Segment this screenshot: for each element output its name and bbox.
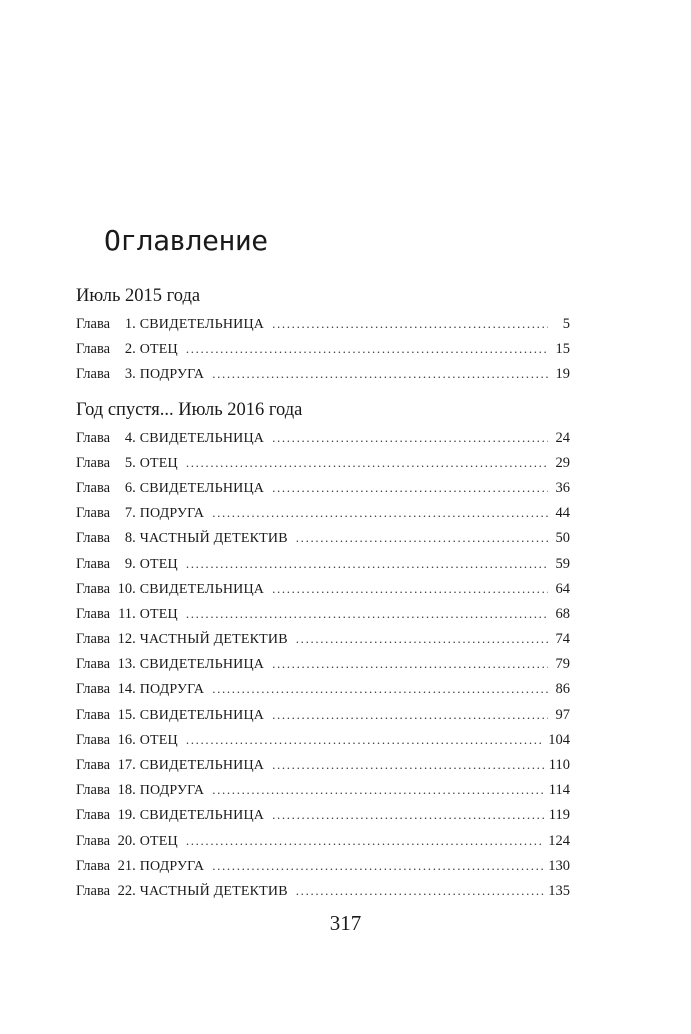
chapter-label: Глава <box>76 807 111 824</box>
chapter-title: СВИДЕТЕЛЬНИЦА <box>139 480 265 496</box>
chapter-number: 6 <box>124 479 133 496</box>
chapter-title: СВИДЕТЕЛЬНИЦА <box>139 430 265 446</box>
chapter-page-number: 5 <box>562 316 570 332</box>
chapter-page-number: 36 <box>555 479 570 496</box>
dot-leader <box>272 475 548 500</box>
chapter-label: Глава <box>76 882 111 899</box>
chapter-title: ЧАСТНЫЙ ДЕТЕКТИВ <box>139 632 288 648</box>
chapter-number: 11 <box>118 605 133 622</box>
chapter-page-number: 74 <box>555 631 570 648</box>
dot-leader <box>186 828 544 853</box>
chapter-label: Глава <box>76 782 111 799</box>
chapter-label: Глава <box>76 555 111 572</box>
page-number: 317 <box>329 911 362 935</box>
dot-leader <box>186 551 548 576</box>
chapter-page-number: 124 <box>548 832 570 849</box>
toc-section <box>76 395 570 904</box>
toc-entry[interactable] <box>76 425 570 450</box>
chapter-title: ОТЕЦ <box>139 556 178 572</box>
chapter-page-number: 29 <box>555 454 570 471</box>
chapter-page-number: 130 <box>548 857 570 874</box>
chapter-page-number: 59 <box>555 555 570 572</box>
chapter-title: ПОДРУГА <box>139 858 205 874</box>
chapter-label: Глава <box>76 479 111 496</box>
chapter-number-dot: . <box>132 605 136 622</box>
chapter-number-dot: . <box>132 505 136 522</box>
chapter-number: 8 <box>124 530 133 547</box>
toc-entry[interactable] <box>76 551 570 576</box>
table-of-contents <box>76 281 570 903</box>
chapter-label: Глава <box>76 832 111 849</box>
toc-entry[interactable] <box>76 601 570 626</box>
chapter-title: ОТЕЦ <box>139 732 178 748</box>
chapter-number: 20 <box>117 832 133 849</box>
chapter-number-dot: . <box>132 706 136 723</box>
chapter-page-number: 119 <box>548 807 570 824</box>
chapter-title: ОТЕЦ <box>139 455 178 471</box>
toc-entry[interactable] <box>76 828 570 853</box>
chapter-label: Глава <box>76 681 111 698</box>
dot-leader <box>212 676 548 701</box>
chapter-label: Глава <box>76 656 111 673</box>
chapter-number-dot: . <box>132 656 136 673</box>
chapter-title: ОТЕЦ <box>139 606 178 622</box>
toc-entry[interactable] <box>76 878 570 903</box>
dot-leader <box>186 450 548 475</box>
dot-leader <box>212 777 545 802</box>
chapter-number-dot: . <box>132 882 136 899</box>
chapter-number: 1 <box>124 316 133 332</box>
chapter-page-number: 114 <box>548 782 570 799</box>
chapter-title: СВИДЕТЕЛЬНИЦА <box>139 707 265 723</box>
chapter-label: Глава <box>76 706 111 723</box>
chapter-label: Глава <box>76 731 111 748</box>
chapter-number-dot: . <box>132 857 136 874</box>
chapter-title: СВИДЕТЕЛЬНИЦА <box>139 317 265 332</box>
chapter-number-dot: . <box>132 530 136 547</box>
chapter-number-dot: . <box>132 757 136 773</box>
chapter-number: 4 <box>124 429 133 446</box>
chapter-number: 7 <box>124 505 133 522</box>
chapter-title: ЧАСТНЫЙ ДЕТЕКТИВ <box>139 883 288 899</box>
dot-leader <box>186 601 548 626</box>
chapter-number-dot: . <box>132 782 136 799</box>
toc-entry[interactable] <box>76 626 570 651</box>
dot-leader <box>272 802 545 827</box>
chapter-label: Глава <box>76 341 111 358</box>
chapter-number-dot: . <box>132 341 136 358</box>
chapter-number: 2 <box>124 341 133 358</box>
chapter-number: 9 <box>124 555 133 572</box>
toc-entry[interactable] <box>76 361 570 386</box>
toc-entry[interactable] <box>76 651 570 676</box>
chapter-page-number: 79 <box>555 656 570 673</box>
chapter-page-number: 110 <box>548 757 570 773</box>
chapter-page-number: 104 <box>548 731 570 748</box>
chapter-page-number: 15 <box>555 341 570 358</box>
chapter-page-number: 19 <box>555 366 570 383</box>
dot-leader <box>272 576 548 601</box>
chapter-title: СВИДЕТЕЛЬНИЦА <box>139 808 265 824</box>
chapter-label: Глава <box>76 857 111 874</box>
chapter-title: ПОДРУГА <box>139 367 205 383</box>
toc-entry[interactable] <box>76 777 570 802</box>
section-heading: Июль 2015 года <box>76 286 201 306</box>
chapter-number-dot: . <box>132 681 136 698</box>
dot-leader <box>272 425 548 450</box>
chapter-label: Глава <box>76 580 111 597</box>
chapter-label: Глава <box>76 530 111 547</box>
chapter-title: ОТЕЦ <box>139 833 178 849</box>
dot-leader <box>212 361 548 386</box>
chapter-page-number: 24 <box>555 429 570 446</box>
chapter-title: ПОДРУГА <box>139 506 205 522</box>
chapter-number-dot: . <box>132 580 136 597</box>
chapter-number: 17 <box>117 757 133 773</box>
toc-entry[interactable] <box>76 450 570 475</box>
chapter-number-dot: . <box>132 316 136 332</box>
toc-entry[interactable] <box>76 311 570 336</box>
chapter-page-number: 64 <box>555 580 570 597</box>
chapter-number: 18 <box>117 782 133 799</box>
toc-section <box>76 281 570 387</box>
chapter-number: 10 <box>117 580 133 597</box>
chapter-number: 12 <box>117 631 133 648</box>
toc-entry[interactable] <box>76 802 570 827</box>
toc-entry[interactable] <box>76 676 570 701</box>
chapter-number-dot: . <box>132 454 136 471</box>
chapter-number: 16 <box>117 731 133 748</box>
dot-leader <box>186 336 548 361</box>
chapter-number: 14 <box>117 681 133 698</box>
chapter-title: ПОДРУГА <box>139 783 205 799</box>
chapter-number-dot: . <box>132 479 136 496</box>
chapter-label: Глава <box>76 757 111 773</box>
chapter-number-dot: . <box>132 832 136 849</box>
toc-entry[interactable] <box>76 475 570 500</box>
chapter-title: СВИДЕТЕЛЬНИЦА <box>139 758 265 773</box>
chapter-title: ПОДРУГА <box>139 682 205 698</box>
dot-leader <box>296 525 548 550</box>
toc-entry[interactable] <box>76 500 570 525</box>
chapter-number: 22 <box>117 882 133 899</box>
dot-leader <box>272 702 548 727</box>
chapter-page-number: 97 <box>555 706 570 723</box>
chapter-title: ЧАСТНЫЙ ДЕТЕКТИВ <box>139 531 288 547</box>
chapter-title: СВИДЕТЕЛЬНИЦА <box>139 581 265 597</box>
chapter-page-number: 68 <box>555 605 570 622</box>
dot-leader <box>296 878 544 903</box>
chapter-number-dot: . <box>132 366 136 383</box>
chapter-number-dot: . <box>132 555 136 572</box>
chapter-number: 5 <box>124 454 133 471</box>
section-entries <box>76 425 570 904</box>
chapter-number: 21 <box>117 857 133 874</box>
toc-entry[interactable] <box>76 727 570 752</box>
chapter-page-number: 50 <box>555 530 570 547</box>
chapter-number: 15 <box>117 706 133 723</box>
toc-entry[interactable] <box>76 576 570 601</box>
toc-entry[interactable] <box>76 525 570 550</box>
toc-entry[interactable] <box>76 336 570 361</box>
chapter-page-number: 86 <box>555 681 570 698</box>
dot-leader <box>272 752 545 777</box>
dot-leader <box>186 727 544 752</box>
chapter-number-dot: . <box>132 631 136 648</box>
chapter-number: 19 <box>117 807 133 824</box>
chapter-number-dot: . <box>132 731 136 748</box>
toc-entry[interactable] <box>76 853 570 878</box>
toc-entry[interactable] <box>76 752 570 777</box>
section-heading: Год спустя... Июль 2016 года <box>76 399 303 420</box>
chapter-label: Глава <box>76 605 111 622</box>
chapter-number-dot: . <box>132 807 136 824</box>
chapter-label: Глава <box>76 429 111 446</box>
dot-leader <box>212 853 544 878</box>
page-title: Оглавление <box>104 224 268 257</box>
dot-leader <box>296 626 548 651</box>
chapter-number: 13 <box>117 656 133 673</box>
chapter-label: Глава <box>76 505 111 522</box>
chapter-page-number: 135 <box>548 882 570 899</box>
chapter-label: Глава <box>76 366 111 383</box>
chapter-title: СВИДЕТЕЛЬНИЦА <box>139 657 265 673</box>
chapter-number: 3 <box>124 366 133 383</box>
dot-leader <box>212 500 548 525</box>
chapter-title: ОТЕЦ <box>139 342 178 358</box>
chapter-label: Глава <box>76 316 111 332</box>
chapter-label: Глава <box>76 454 111 471</box>
dot-leader <box>272 311 548 336</box>
toc-entry[interactable] <box>76 702 570 727</box>
chapter-page-number: 44 <box>555 505 570 522</box>
dot-leader <box>272 651 548 676</box>
chapter-number-dot: . <box>132 429 136 446</box>
section-entries <box>76 311 570 387</box>
chapter-label: Глава <box>76 631 111 648</box>
